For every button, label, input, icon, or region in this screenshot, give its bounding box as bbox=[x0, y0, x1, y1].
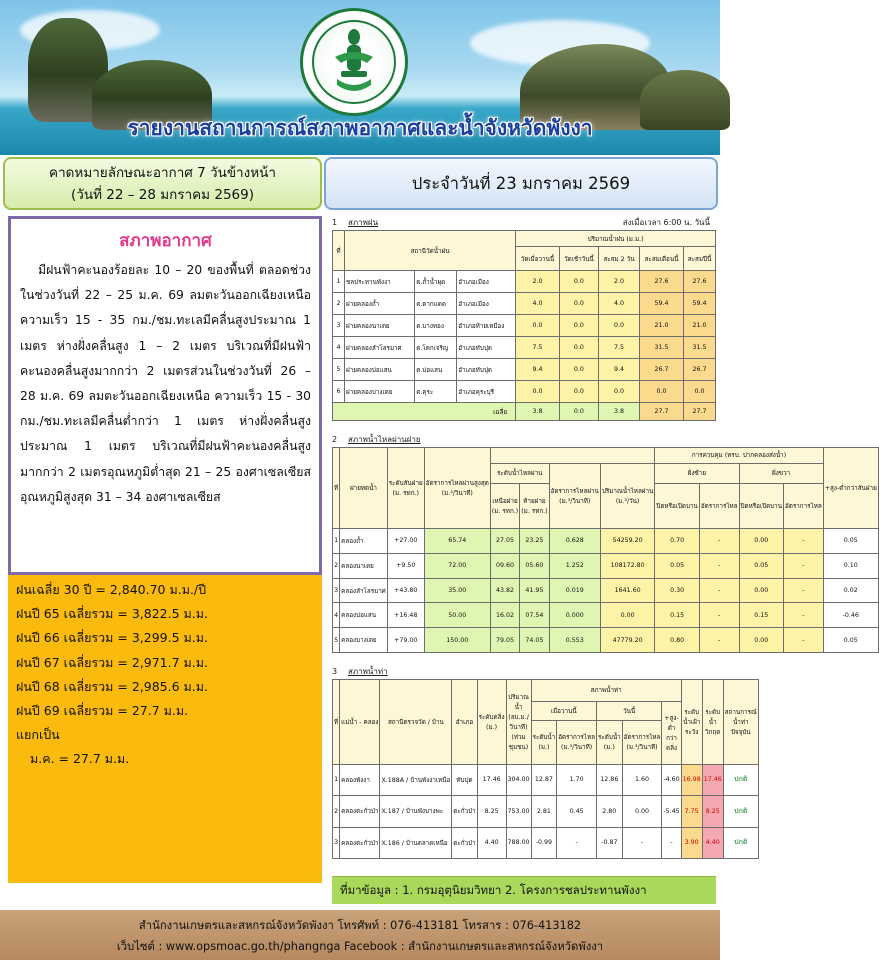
col-header-up: เหนือฝาย bbox=[492, 498, 518, 506]
left-flow: - bbox=[699, 553, 739, 578]
rain-month: 0.0 bbox=[639, 381, 683, 403]
right-gate: 0.00 bbox=[739, 578, 783, 603]
tambon-name: ต.ถ้ำน้ำผุด bbox=[415, 271, 457, 293]
station-name: ฝายคลองถ้ำ bbox=[345, 293, 415, 315]
col-header: อัตราการไหล bbox=[784, 484, 824, 529]
col-header: สถานีตรวจวัด / บ้าน bbox=[380, 680, 452, 765]
col-header: วันนี้ bbox=[596, 701, 661, 720]
max-capacity: 35.00 bbox=[424, 578, 490, 603]
col-header: ฝั่งซ้าย bbox=[655, 463, 739, 483]
river-flow-table bbox=[332, 679, 759, 859]
rain-2day: 7.5 bbox=[599, 337, 640, 359]
col-header bbox=[596, 721, 622, 765]
bank-level: 8.25 bbox=[477, 796, 506, 827]
col-unit: (ม. รทก.) bbox=[491, 508, 519, 516]
max-capacity: 150.00 bbox=[424, 628, 490, 653]
flow-volume: 54259.20 bbox=[600, 529, 654, 554]
left-gate: 0.05 bbox=[655, 553, 699, 578]
crest-diff: 0.10 bbox=[823, 553, 878, 578]
col-header: วัดเช้าวันนี้ bbox=[559, 247, 598, 271]
table-row bbox=[333, 359, 716, 381]
col-header bbox=[600, 463, 654, 528]
table-row bbox=[333, 381, 716, 403]
col-header: ที่ bbox=[333, 231, 345, 271]
col-unit: (ม.³/วินาที) bbox=[626, 744, 658, 752]
section3-title: สภาพน้ำท่า bbox=[348, 667, 388, 676]
watch-level: 16.98 bbox=[681, 764, 702, 795]
col-header: ปริมาณน้ำ (ลบ.ม./วินาที) (ท่วมชุมชน) bbox=[506, 680, 531, 765]
rainfall-table bbox=[332, 230, 716, 421]
col-header-volume: ปริมาณน้ำไหลผ่าน bbox=[601, 487, 654, 495]
col-unit: (ม.³/วินาที) bbox=[559, 497, 591, 505]
today-flow: 0.00 bbox=[622, 796, 662, 827]
river-name: คลองพังงา bbox=[340, 764, 380, 795]
table-row bbox=[333, 529, 879, 554]
rain-today: 0.0 bbox=[516, 315, 560, 337]
flow-rate: 0.000 bbox=[549, 603, 600, 628]
table-row bbox=[333, 628, 879, 653]
rain-month: 26.7 bbox=[639, 359, 683, 381]
weir-name: คลองถ้ำ bbox=[340, 529, 388, 554]
rain-month: 31.5 bbox=[639, 337, 683, 359]
col-header: แม่น้ำ - คลอง bbox=[340, 680, 380, 765]
right-gate: 0.00 bbox=[739, 628, 783, 653]
rain-year: 59.4 bbox=[684, 293, 716, 315]
amphoe-name: ตะกั่วป่า bbox=[452, 796, 477, 827]
right-gate: 0.15 bbox=[739, 603, 783, 628]
water-data-column bbox=[332, 216, 877, 884]
section1-number: 1 bbox=[332, 218, 338, 227]
right-flow: - bbox=[784, 553, 824, 578]
col-header-level: ระดับน้ำ bbox=[532, 734, 556, 742]
section2-header bbox=[332, 433, 716, 447]
rain-month: 59.4 bbox=[639, 293, 683, 315]
rain-year: 27.6 bbox=[684, 271, 716, 293]
footer bbox=[0, 910, 720, 960]
tambon-name: ต.ตากแดด bbox=[415, 293, 457, 315]
table-row bbox=[333, 315, 716, 337]
status-badge: ปกติ bbox=[723, 827, 758, 858]
section3-number: 3 bbox=[332, 667, 338, 676]
col-header bbox=[490, 484, 519, 529]
crest-diff: 0.05 bbox=[823, 529, 878, 554]
crest-level: +27.00 bbox=[387, 529, 424, 554]
col-unit: (ม.³/วัน) bbox=[615, 497, 640, 505]
rain-yesterday: 0.0 bbox=[559, 315, 598, 337]
col-header-bank: ระดับตลิ่ง bbox=[478, 713, 505, 721]
rain-yesterday: 0.0 bbox=[559, 337, 598, 359]
row-number: 5 bbox=[333, 628, 340, 653]
crest-level: +9.50 bbox=[387, 553, 424, 578]
table-row bbox=[333, 578, 879, 603]
row-number: 4 bbox=[333, 603, 340, 628]
status-badge: ปกติ bbox=[723, 764, 758, 795]
bank-level: 17.46 bbox=[477, 764, 506, 795]
yesterday-level: -0.99 bbox=[531, 827, 557, 858]
col-header-down: ท้ายฝาย bbox=[523, 498, 546, 506]
right-flow: - bbox=[784, 628, 824, 653]
col-header: อำเภอ bbox=[452, 680, 477, 765]
row-number: 1 bbox=[333, 529, 340, 554]
rainfall-year-69: ฝนปี 69 เฉลี่ยรวม = 27.7 ม.ม. bbox=[16, 703, 189, 719]
weir-name: คลองนาเตย bbox=[340, 553, 388, 578]
flow-rate: 0.553 bbox=[549, 628, 600, 653]
col-header: สะสมเดือนนี้ bbox=[639, 247, 683, 271]
row-number: 4 bbox=[333, 337, 345, 359]
yesterday-level: 12.87 bbox=[531, 764, 557, 795]
row-number: 2 bbox=[333, 553, 340, 578]
col-header-level: ระดับน้ำ bbox=[597, 734, 621, 742]
col-header bbox=[531, 721, 557, 765]
col-unit: (ม. รทก.) bbox=[521, 508, 548, 516]
avg-label: เฉลี่ย bbox=[333, 403, 516, 421]
col-header: สถานีวัดน้ำฝน bbox=[345, 231, 516, 271]
weir-name: คลองบางเตย bbox=[340, 628, 388, 653]
max-capacity: 72.00 bbox=[424, 553, 490, 578]
rainfall-year-65: ฝนปี 65 เฉลี่ยรวม = 3,822.5 ม.ม. bbox=[16, 606, 208, 622]
section3-header bbox=[332, 665, 716, 679]
row-number: 2 bbox=[333, 293, 345, 315]
col-header bbox=[387, 448, 424, 529]
river-name: คลองตะกั่วป่า bbox=[340, 796, 380, 827]
table-row bbox=[333, 293, 716, 315]
rain-2day: 0.0 bbox=[599, 315, 640, 337]
rain-month: 21.0 bbox=[639, 315, 683, 337]
rain-2day: 4.0 bbox=[599, 293, 640, 315]
right-flow: - bbox=[784, 603, 824, 628]
table-row bbox=[333, 603, 879, 628]
col-header: ปิดหรือเปิดบาน bbox=[739, 484, 783, 529]
col-header-capacity: อัตราการไหลผ่านสูงสุด bbox=[425, 480, 489, 488]
crest-diff: 0.02 bbox=[823, 578, 878, 603]
rain-year: 21.0 bbox=[684, 315, 716, 337]
flow-volume: 108172.80 bbox=[600, 553, 654, 578]
rainfall-year-67: ฝนปี 67 เฉลี่ยรวม = 2,971.7 ม.ม. bbox=[16, 654, 208, 670]
amphoe-name: อำเภอคุระบุรี bbox=[457, 381, 516, 403]
downstream-level: 74.05 bbox=[520, 628, 549, 653]
left-flow: - bbox=[699, 529, 739, 554]
col-header-flow: อัตราการไหล bbox=[558, 734, 595, 742]
amphoe-name: ตะกั่วป่า bbox=[452, 827, 477, 858]
station-name: ฝายคลองนาเตย bbox=[345, 315, 415, 337]
right-gate: 0.00 bbox=[739, 529, 783, 554]
col-header: เมื่อวานนี้ bbox=[531, 701, 596, 720]
upstream-level: 79.05 bbox=[490, 628, 519, 653]
river-name: คลองตะกั่วป่า bbox=[340, 827, 380, 858]
crest-level: +43.80 bbox=[387, 578, 424, 603]
col-header bbox=[520, 484, 549, 529]
today-flow: 1.60 bbox=[622, 764, 662, 795]
amphoe-name: อำเภอทับปุด bbox=[457, 359, 516, 381]
weather-heading: สภาพอากาศ bbox=[119, 231, 212, 251]
weir-name: คลองบ่อแสน bbox=[340, 603, 388, 628]
bank-diff: -4.60 bbox=[662, 764, 681, 795]
forecast-period-dates: (วันที่ 22 – 28 มกราคม 2569) bbox=[71, 187, 254, 203]
col-unit: (ม.³/วินาที) bbox=[560, 744, 593, 752]
station-name: X.188A / บ้านพังงาเหนือ bbox=[380, 764, 452, 795]
section1-sent-time: ส่งเมื่อเวลา 6:00 น. วันนี้ bbox=[622, 218, 710, 227]
bank-diff: -5.45 bbox=[662, 796, 681, 827]
col-header bbox=[557, 721, 597, 765]
section2-number: 2 bbox=[332, 435, 338, 444]
downstream-level: 41.95 bbox=[520, 578, 549, 603]
rain-year: 0.0 bbox=[684, 381, 716, 403]
col-header: อัตราการไหล bbox=[699, 484, 739, 529]
table-row bbox=[333, 796, 759, 827]
left-gate: 0.15 bbox=[655, 603, 699, 628]
rain-today: 2.0 bbox=[516, 271, 560, 293]
weather-description: มีฝนฟ้าคะนองร้อยละ 10 – 20 ของพื้นที่ ตลอดช่วง ในช่วงวันที่ 22 – 25 ม.ค. 69 ลมตะวันออกเฉียงเหนือ ความเร็ว 15 - 35 กม./ชม.ทะเลมีคลื่นสูงประมาณ 1 เมตร ห่างฝั่งคลื่นสูง 1 – 2 เมตร บริเวณที่มีฝนฟ้าคะนองคลื่นสูงมากกว่า 2 เมตรส่วนในช่วงวันที่ 26 – 28 ม.ค. 69 ลมตะวันออกเฉียงเหนือ ความเร็ว 15 - 30 กม./ชม.ทะเลมีคลื่นต่ำกว่า 1 เมตร ห่างฝั่งคลื่นสูงประมาณ 1 เมตร บริเวณที่มีฝนฟ้าคะนองคลื่นสูงมากกว่า 2 เมตรอุณหภูมิต่ำสุด 21 – 25 องศาเซลเซียส อุณหภูมิสูงสุด 31 – 34 องศาเซลเซียส bbox=[20, 263, 311, 504]
rain-year: 26.7 bbox=[684, 359, 716, 381]
rain-today: 4.0 bbox=[516, 293, 560, 315]
left-flow: - bbox=[699, 578, 739, 603]
col-header bbox=[477, 680, 506, 765]
col-header: ระดับน้ำเฝ้าระวัง bbox=[681, 680, 702, 765]
crisis-level: 17.46 bbox=[702, 764, 723, 795]
crisis-level: 4.40 bbox=[702, 827, 723, 858]
amphoe-name: ทับปุด bbox=[452, 764, 477, 795]
col-header: ฝายทดน้ำ bbox=[340, 448, 388, 529]
yesterday-level: 2.81 bbox=[531, 796, 557, 827]
left-gate: 0.80 bbox=[655, 628, 699, 653]
flow-rate: 0.628 bbox=[549, 529, 600, 554]
col-header: ปิดหรือเปิดบาน bbox=[655, 484, 699, 529]
upstream-level: 09.60 bbox=[490, 553, 519, 578]
avg-value: 0.0 bbox=[559, 403, 598, 421]
section1-title: สภาพฝน bbox=[348, 218, 379, 227]
yesterday-flow: 0.45 bbox=[557, 796, 597, 827]
row-number: 3 bbox=[333, 578, 340, 603]
crisis-level: 8.25 bbox=[702, 796, 723, 827]
rain-today: 9.4 bbox=[516, 359, 560, 381]
today-level: -0.87 bbox=[596, 827, 622, 858]
col-header-rate: อัตราการไหลผ่าน bbox=[550, 487, 599, 495]
left-gate: 0.70 bbox=[655, 529, 699, 554]
right-flow: - bbox=[784, 578, 824, 603]
forecast-period-box bbox=[3, 157, 322, 210]
upstream-level: 27.05 bbox=[490, 529, 519, 554]
section1-header bbox=[332, 216, 716, 230]
amphoe-name: อำเภอทับปุด bbox=[457, 337, 516, 359]
header-banner bbox=[0, 0, 720, 155]
page-title: รายงานสถานการณ์สภาพอากาศและน้ำจังหวัดพังงา bbox=[127, 115, 593, 140]
table-row-average bbox=[333, 403, 716, 421]
table-row bbox=[333, 337, 716, 359]
table-row bbox=[333, 764, 759, 795]
flow-volume: 0.00 bbox=[600, 603, 654, 628]
col-unit: (ม.) bbox=[486, 723, 498, 731]
footer-contact: สำนักงานเกษตรและสหกรณ์จังหวัดพังงา โทรศัพท์ : 076-413181 โทรสาร : 076-413182 bbox=[138, 919, 582, 932]
col-header bbox=[549, 463, 600, 528]
bank-diff: - bbox=[662, 827, 681, 858]
tambon-name: ต.โคกเจริญ bbox=[415, 337, 457, 359]
rain-2day: 0.0 bbox=[599, 381, 640, 403]
left-gate: 0.30 bbox=[655, 578, 699, 603]
station-name: ฝายคลองบางเตย bbox=[345, 381, 415, 403]
rain-month: 27.6 bbox=[639, 271, 683, 293]
rainfall-month-january: ม.ค. = 27.7 ม.ม. bbox=[30, 751, 130, 767]
rainfall-year-68: ฝนปี 68 เฉลี่ยรวม = 2,985.6 ม.ม. bbox=[16, 678, 208, 694]
upstream-level: 16.02 bbox=[490, 603, 519, 628]
avg-value: 27.7 bbox=[684, 403, 716, 421]
col-header-flow: อัตราการไหล bbox=[623, 734, 661, 742]
weir-flow-table bbox=[332, 447, 879, 653]
station-name: X.187 / บ้านพังบางพะ bbox=[380, 796, 452, 827]
flow-volume: 1641.60 bbox=[600, 578, 654, 603]
station-name: ชลประทานพังงา bbox=[345, 271, 415, 293]
deity-emblem-icon bbox=[327, 27, 381, 97]
col-header: วัดเมื่อวานนี้ bbox=[516, 247, 560, 271]
col-header: สะสม 2 วัน bbox=[599, 247, 640, 271]
flow-rate: 0.019 bbox=[549, 578, 600, 603]
footer-website: เว็บไซต์ : www.opsmoac.go.th/phangnga Facebook : สำนักงานเกษตรและสหกรณ์จังหวัดพังงา bbox=[116, 940, 604, 953]
station-name: ฝายคลองลำโลรมาศ bbox=[345, 337, 415, 359]
rainfall-30yr-avg: ฝนเฉลี่ย 30 ปี = 2,840.70 ม.ม./ปี bbox=[16, 582, 207, 597]
col-header bbox=[424, 448, 490, 529]
col-header: สถานการณ์น้ำท่าปัจจุบัน bbox=[723, 680, 758, 765]
row-number: 5 bbox=[333, 359, 345, 381]
table-row bbox=[333, 553, 879, 578]
report-date: ประจำวันที่ 23 มกราคม 2569 bbox=[411, 173, 631, 193]
status-badge: ปกติ bbox=[723, 796, 758, 827]
avg-value: 27.7 bbox=[639, 403, 683, 421]
col-header: ฝั่งขวา bbox=[739, 463, 823, 483]
rainfall-year-66: ฝนปี 66 เฉลี่ยรวม = 3,299.5 ม.ม. bbox=[16, 630, 208, 646]
col-header-crest: ระดับสันฝาย bbox=[388, 480, 423, 488]
tambon-name: ต.คุระ bbox=[415, 381, 457, 403]
right-flow: - bbox=[784, 529, 824, 554]
ministry-seal-logo bbox=[300, 8, 408, 116]
rain-2day: 2.0 bbox=[599, 271, 640, 293]
report-date-box bbox=[324, 157, 718, 210]
table-row bbox=[333, 827, 759, 858]
col-header: สภาพน้ำท่า bbox=[531, 680, 681, 702]
flood-capacity: 788.00 bbox=[506, 827, 531, 858]
downstream-level: 05.60 bbox=[520, 553, 549, 578]
col-header: ระดับน้ำไหลผ่าน bbox=[490, 463, 549, 483]
avg-value: 3.8 bbox=[599, 403, 640, 421]
station-name: X.186 / บ้านตลาดเหนือ bbox=[380, 827, 452, 858]
watch-level: 3.90 bbox=[681, 827, 702, 858]
bank-level: 4.40 bbox=[477, 827, 506, 858]
rain-yesterday: 0.0 bbox=[559, 271, 598, 293]
max-capacity: 50.00 bbox=[424, 603, 490, 628]
yesterday-flow: 1.70 bbox=[557, 764, 597, 795]
flow-volume: 47779.20 bbox=[600, 628, 654, 653]
rain-today: 0.0 bbox=[516, 381, 560, 403]
row-number: 1 bbox=[333, 764, 340, 795]
section2-title: สภาพน้ำไหลผ่านฝาย bbox=[348, 435, 421, 444]
col-header: +สูง-ต่ำกว่าตลิ่ง bbox=[662, 701, 681, 764]
tambon-name: ต.บ่อแสน bbox=[415, 359, 457, 381]
weir-name: คลองลำโลรมาศ bbox=[340, 578, 388, 603]
today-level: 12.86 bbox=[596, 764, 622, 795]
col-unit: (ม.) bbox=[538, 744, 550, 752]
today-level: 2.80 bbox=[596, 796, 622, 827]
crest-diff: -0.46 bbox=[823, 603, 878, 628]
col-header: ระดับน้ำวิกฤต bbox=[702, 680, 723, 765]
amphoe-name: อำเภอเมือง bbox=[457, 271, 516, 293]
forecast-period-label: คาดหมายลักษณะอากาศ 7 วันข้างหน้า bbox=[49, 165, 276, 181]
crest-diff: 0.05 bbox=[823, 628, 878, 653]
left-flow: - bbox=[699, 628, 739, 653]
row-number: 2 bbox=[333, 796, 340, 827]
col-header: ปริมาณน้ำฝน (ม.ม.) bbox=[516, 231, 716, 247]
col-unit: (ม.) bbox=[603, 744, 615, 752]
rainfall-breakdown-label: แยกเป็น bbox=[16, 727, 60, 743]
rain-2day: 9.4 bbox=[599, 359, 640, 381]
avg-value: 3.8 bbox=[516, 403, 560, 421]
crest-level: +79.00 bbox=[387, 628, 424, 653]
rain-year: 31.5 bbox=[684, 337, 716, 359]
col-header bbox=[622, 721, 662, 765]
amphoe-name: อำเภอท้ายเหมือง bbox=[457, 315, 516, 337]
row-number: 3 bbox=[333, 827, 340, 858]
rain-yesterday: 0.0 bbox=[559, 359, 598, 381]
col-header: การควบคุม (ทรบ. ปากคลองส่งน้ำ) bbox=[655, 448, 823, 464]
yesterday-flow: - bbox=[557, 827, 597, 858]
row-number: 6 bbox=[333, 381, 345, 403]
col-header: สะสมปีนี้ bbox=[684, 247, 716, 271]
col-header: ที่ bbox=[333, 448, 340, 529]
rain-yesterday: 0.0 bbox=[559, 381, 598, 403]
downstream-level: 07.54 bbox=[520, 603, 549, 628]
weather-panel bbox=[8, 216, 322, 575]
downstream-level: 23.25 bbox=[520, 529, 549, 554]
flood-capacity: 304.00 bbox=[506, 764, 531, 795]
table-row bbox=[333, 271, 716, 293]
flow-rate: 1.252 bbox=[549, 553, 600, 578]
col-header: ที่ bbox=[333, 680, 340, 765]
col-unit: (ม.³/วินาที) bbox=[441, 490, 473, 498]
row-number: 1 bbox=[333, 271, 345, 293]
rain-today: 7.5 bbox=[516, 337, 560, 359]
row-number: 3 bbox=[333, 315, 345, 337]
upstream-level: 43.82 bbox=[490, 578, 519, 603]
amphoe-name: อำเภอเมือง bbox=[457, 293, 516, 315]
max-capacity: 65.74 bbox=[424, 529, 490, 554]
crest-level: +16.48 bbox=[387, 603, 424, 628]
col-header: +สูง-ต่ำกว่าสันฝาย bbox=[823, 448, 878, 529]
data-source-note bbox=[332, 876, 716, 904]
rain-yesterday: 0.0 bbox=[559, 293, 598, 315]
station-name: ฝายคลองบ่อแสน bbox=[345, 359, 415, 381]
col-unit: (ม. รทก.) bbox=[392, 490, 419, 498]
watch-level: 7.75 bbox=[681, 796, 702, 827]
tambon-name: ต.บางทอง bbox=[415, 315, 457, 337]
left-flow: - bbox=[699, 603, 739, 628]
right-gate: 0.05 bbox=[739, 553, 783, 578]
today-flow: - bbox=[622, 827, 662, 858]
rainfall-stats-panel bbox=[8, 575, 322, 883]
flood-capacity: 753.00 bbox=[506, 796, 531, 827]
data-source-text: ที่มาข้อมูล : 1. กรมอุตุนิยมวิทยา 2. โครงการชลประทานพังงา bbox=[340, 882, 647, 897]
